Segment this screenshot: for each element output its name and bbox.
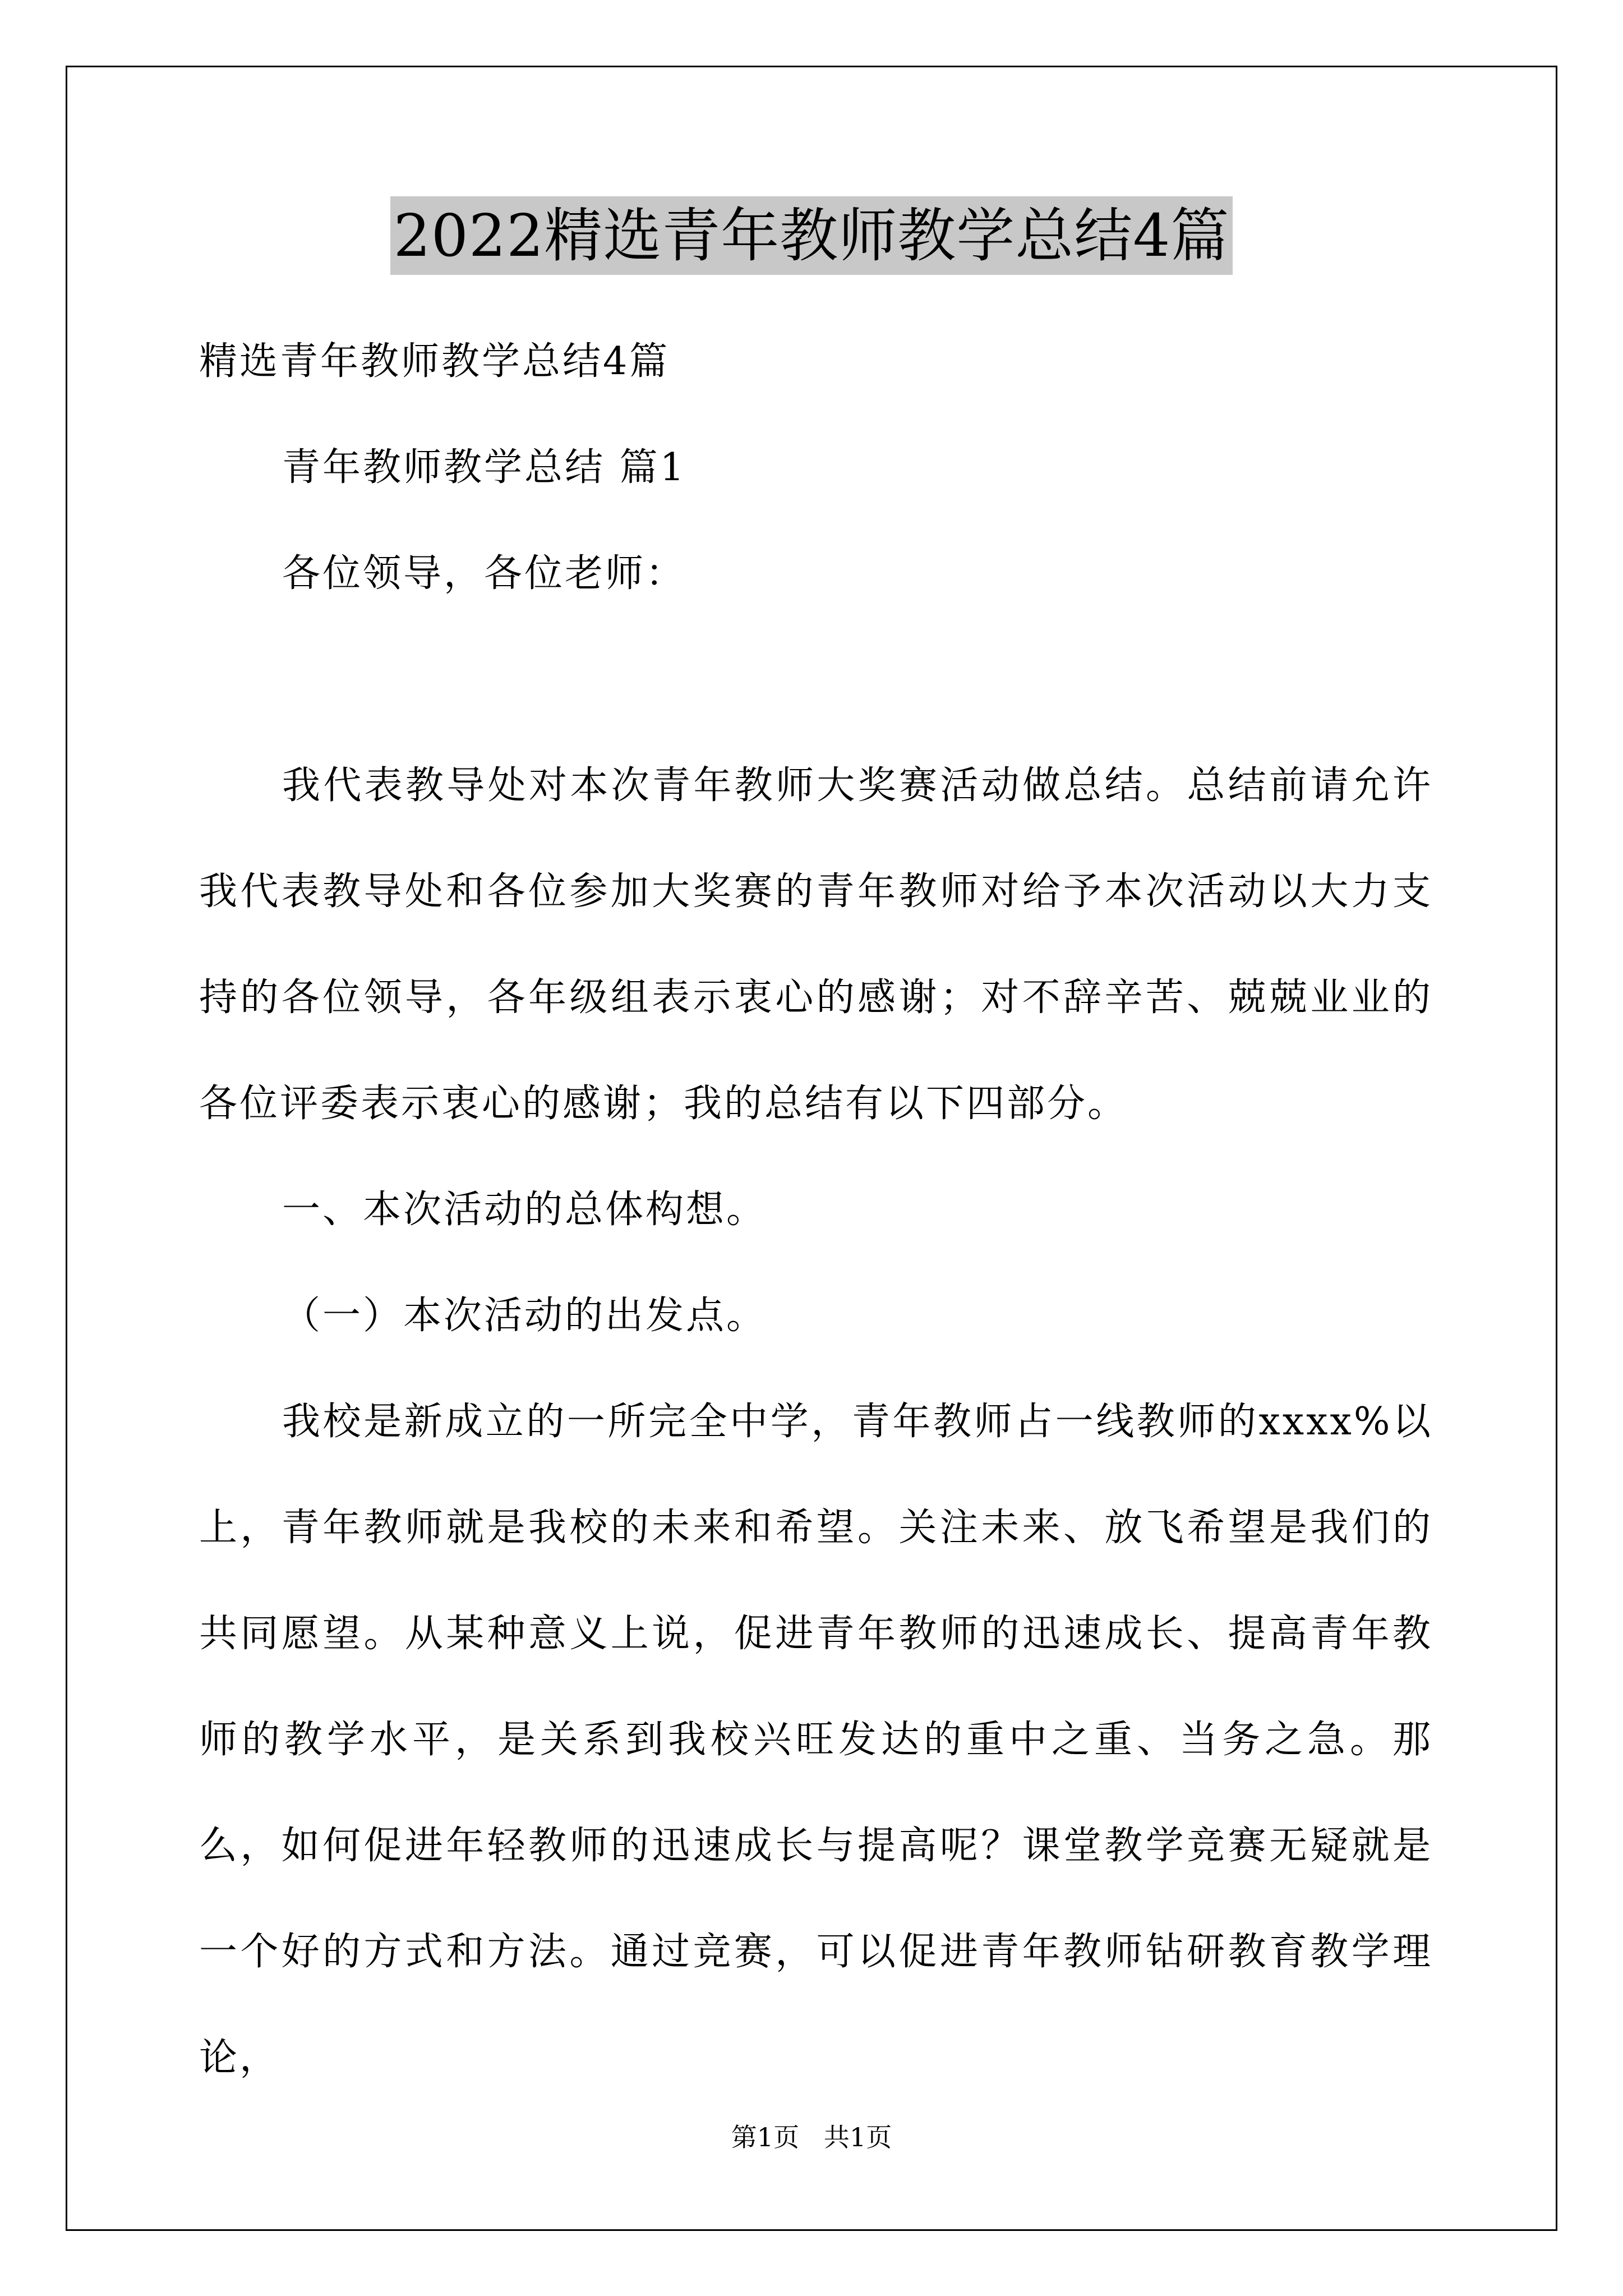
paragraph: 我校是新成立的一所完全中学，青年教师占一线教师的xxxx%以上，青年教师就是我校的未来和希望。关注未来、放飞希望是我们的共同愿望。从某种意义上说，促进青年教师的迅速成长、提高青年教师的教学水平，是关系到我校兴旺发达的重中之重、当务之急。那么，如何促进年轻教师的迅速成长与提高呢？课堂教学竞赛无疑就是一个好的方式和方法。通过竞赛，可以促进青年教师钻研教育教学理论， [199,1400,1433,2080]
greeting: 各位领导，各位老师： [282,551,686,596]
blank-line [199,627,1433,733]
paragraph: 我代表教导处对本次青年教师大奖赛活动做总结。总结前请允许我代表教导处和各位参加大奖赛的青年教师对给予本次活动以大力支持的各位领导，各年级组表示衷心的感谢；对不辞辛苦、兢兢业业的各位评委表示衷心的感谢；我的总结有以下四部分。 [199,763,1433,1126]
document-subtitle: 精选青年教师教学总结4篇 [199,339,670,384]
document-body [199,309,1433,2111]
section-heading: 青年教师教学总结 篇1 [282,445,686,490]
title-container [0,196,1623,275]
paragraph: 一、本次活动的总体构想。 [282,1188,767,1232]
document-title: 2022精选青年教师教学总结4篇 [390,196,1233,275]
page-footer: 第1页 共1页 [731,2122,892,2152]
paragraph: （一）本次活动的出发点。 [282,1294,767,1338]
